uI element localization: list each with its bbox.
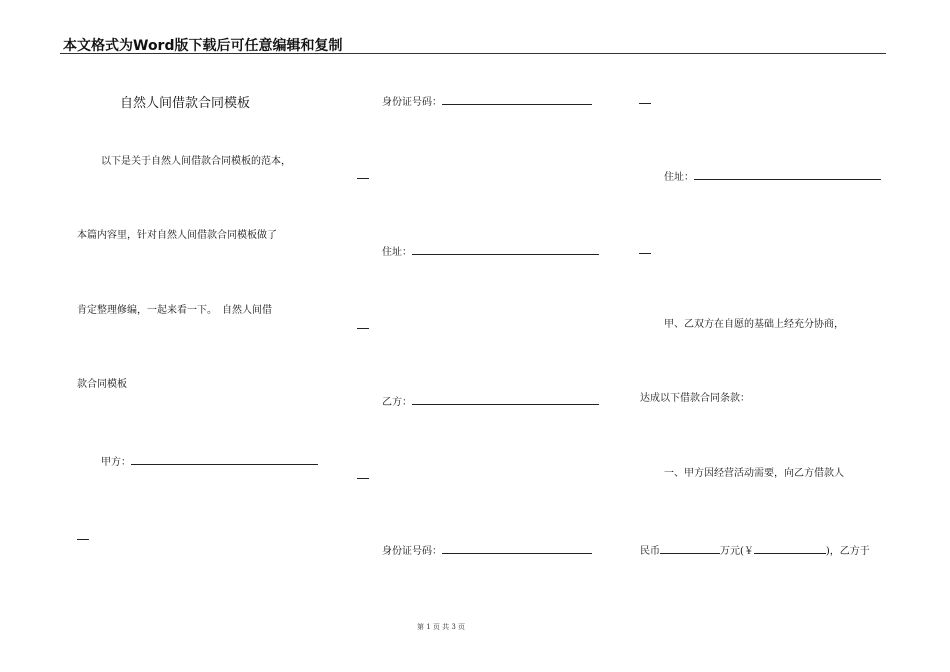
header-divider xyxy=(60,53,886,54)
line-mark xyxy=(639,103,651,104)
line-mark xyxy=(639,253,651,254)
clause-1-line: 一、甲方因经营活动需要，向乙方借款人 xyxy=(664,468,844,479)
intro-line-2: 本篇内容里，针对自然人间借款合同模板做了 xyxy=(77,230,277,241)
page-footer: 第 1 页 共 3 页 xyxy=(416,623,466,631)
party-a-blank xyxy=(131,453,318,465)
line-mark xyxy=(357,328,369,329)
money-prefix: 民币 xyxy=(640,546,660,557)
address-row-1 xyxy=(382,243,599,260)
intro-line-4: 款合同模板 xyxy=(77,379,127,390)
loan-amount-row xyxy=(640,542,870,559)
party-b-row xyxy=(382,393,599,410)
party-b-label: 乙方： xyxy=(382,397,412,408)
address-row-2 xyxy=(664,168,881,185)
address-label-2: 住址： xyxy=(664,172,694,183)
amount-blank xyxy=(660,542,720,554)
agreement-para-1: 甲、乙双方在自愿的基础上经充分协商， xyxy=(664,319,844,330)
agreement-para-2: 达成以下借款合同条款： xyxy=(640,393,750,404)
id-number-row-1 xyxy=(382,93,592,110)
id-number-blank-2 xyxy=(442,542,592,554)
address-blank-1 xyxy=(412,243,599,255)
line-mark xyxy=(77,539,89,540)
line-mark xyxy=(357,478,369,479)
id-number-blank-1 xyxy=(442,93,592,105)
party-a-label: 甲方： xyxy=(101,457,131,468)
intro-line-3: 肯定整理修编，一起来看一下。 自然人间借 xyxy=(77,305,272,316)
document-header-title: 本文格式为Word版下载后可任意编辑和复制 xyxy=(63,38,343,54)
line-mark xyxy=(357,178,369,179)
address-label-1: 住址： xyxy=(382,247,412,258)
id-number-label-1: 身份证号码： xyxy=(382,97,442,108)
document-title: 自然人间借款合同模板 xyxy=(120,96,251,111)
intro-line-1: 以下是关于自然人间借款合同模板的范本， xyxy=(101,156,291,167)
amount-number-blank xyxy=(754,542,826,554)
id-number-label-2: 身份证号码： xyxy=(382,546,442,557)
party-a-row xyxy=(101,453,318,470)
money-mid: 万元(￥ xyxy=(720,546,754,557)
id-number-row-2 xyxy=(382,542,592,559)
address-blank-2 xyxy=(694,168,881,180)
money-suffix: )，乙方于 xyxy=(825,546,870,557)
party-b-blank xyxy=(412,393,599,405)
